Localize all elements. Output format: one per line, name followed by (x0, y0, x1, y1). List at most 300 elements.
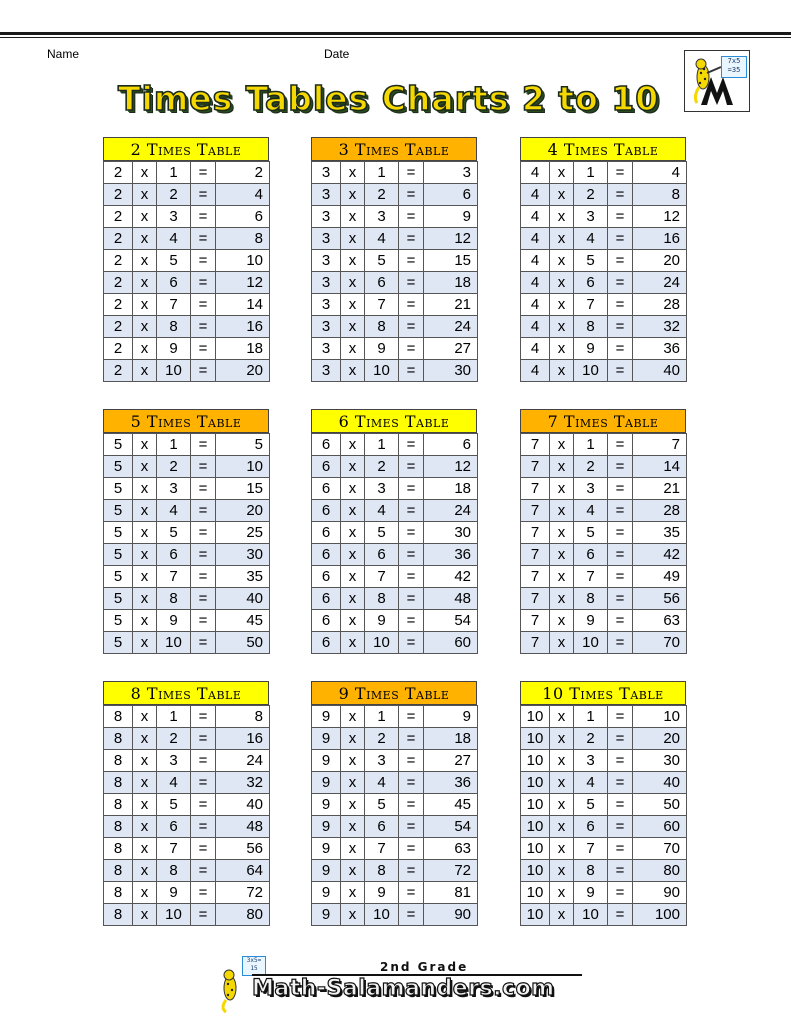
table-row (521, 816, 687, 838)
table-row (521, 904, 687, 926)
table-row (104, 316, 270, 338)
table-row (521, 500, 687, 522)
multiplicand-cell: 6 (312, 434, 341, 456)
equals-symbol-cell: = (399, 294, 424, 316)
times-symbol-cell: x (133, 860, 157, 882)
equals-symbol-cell: = (191, 728, 216, 750)
multiplier-cell: 9 (157, 882, 191, 904)
multiplier-cell: 10 (365, 904, 399, 926)
multiplicand-cell: 10 (521, 838, 550, 860)
table-row (312, 794, 478, 816)
multiplicand-cell: 4 (521, 338, 550, 360)
product-cell: 8 (633, 184, 687, 206)
table-row (312, 316, 478, 338)
times-table-card (103, 409, 269, 654)
product-cell: 15 (216, 478, 270, 500)
product-cell: 25 (216, 522, 270, 544)
chalkboard-icon: 7x5 =35 (721, 56, 747, 78)
equals-symbol-cell: = (608, 294, 633, 316)
equals-symbol-cell: = (608, 904, 633, 926)
equals-symbol-cell: = (608, 860, 633, 882)
times-symbol-cell: x (341, 500, 365, 522)
multiplicand-cell: 6 (312, 610, 341, 632)
times-symbol-cell: x (133, 544, 157, 566)
product-cell: 7 (633, 434, 687, 456)
multiplicand-cell: 4 (521, 184, 550, 206)
equals-symbol-cell: = (399, 544, 424, 566)
multiplier-cell: 2 (157, 456, 191, 478)
product-cell: 64 (216, 860, 270, 882)
times-symbol-cell: x (341, 838, 365, 860)
equals-symbol-cell: = (399, 772, 424, 794)
multiplicand-cell: 5 (104, 610, 133, 632)
table-row (521, 522, 687, 544)
multiplicand-cell: 8 (104, 904, 133, 926)
site-footer (212, 956, 582, 1016)
chalkboard-icon: 3x5= 15 (242, 956, 266, 976)
equals-symbol-cell: = (191, 184, 216, 206)
multiplier-cell: 7 (574, 566, 608, 588)
table-row (104, 500, 270, 522)
equals-symbol-cell: = (608, 544, 633, 566)
multiplicand-cell: 9 (312, 728, 341, 750)
multiplicand-cell: 9 (312, 904, 341, 926)
table-header: 10 Times Table (520, 681, 686, 705)
multiplicand-cell: 9 (312, 706, 341, 728)
table-header: 4 Times Table (520, 137, 686, 161)
equals-symbol-cell: = (608, 588, 633, 610)
times-symbol-cell: x (550, 434, 574, 456)
equals-symbol-cell: = (191, 860, 216, 882)
table-row (521, 750, 687, 772)
multiplicand-cell: 5 (104, 500, 133, 522)
multiplier-cell: 7 (365, 294, 399, 316)
table-row (312, 522, 478, 544)
product-cell: 27 (424, 338, 478, 360)
times-symbol-cell: x (133, 794, 157, 816)
multiplicand-cell: 3 (312, 162, 341, 184)
table-row (312, 904, 478, 926)
multiplicand-cell: 10 (521, 904, 550, 926)
product-cell: 5 (216, 434, 270, 456)
times-symbol-cell: x (341, 316, 365, 338)
equals-symbol-cell: = (608, 522, 633, 544)
table-row (521, 632, 687, 654)
multiplier-cell: 4 (157, 228, 191, 250)
product-cell: 12 (216, 272, 270, 294)
product-cell: 9 (424, 706, 478, 728)
table-row (104, 566, 270, 588)
multiplier-cell: 10 (574, 632, 608, 654)
multiplicand-cell: 5 (104, 456, 133, 478)
multiplier-cell: 3 (157, 750, 191, 772)
multiplier-cell: 9 (365, 882, 399, 904)
times-symbol-cell: x (133, 250, 157, 272)
multiplier-cell: 5 (574, 794, 608, 816)
multiplier-cell: 1 (365, 162, 399, 184)
times-symbol-cell: x (550, 588, 574, 610)
multiplicand-cell: 7 (521, 632, 550, 654)
times-symbol-cell: x (550, 750, 574, 772)
multiplicand-cell: 6 (312, 632, 341, 654)
product-cell: 12 (424, 228, 478, 250)
product-cell: 20 (633, 250, 687, 272)
multiplier-cell: 1 (157, 434, 191, 456)
table-row (104, 184, 270, 206)
multiplicand-cell: 3 (312, 250, 341, 272)
table-row (312, 294, 478, 316)
times-symbol-cell: x (341, 478, 365, 500)
multiplicand-cell: 10 (521, 772, 550, 794)
product-cell: 15 (424, 250, 478, 272)
multiplicand-cell: 7 (521, 522, 550, 544)
table-row (521, 566, 687, 588)
multiplier-cell: 5 (157, 522, 191, 544)
multiplier-cell: 5 (574, 522, 608, 544)
times-symbol-cell: x (341, 294, 365, 316)
product-cell: 35 (216, 566, 270, 588)
table-row (104, 228, 270, 250)
multiplicand-cell: 3 (312, 272, 341, 294)
product-cell: 12 (633, 206, 687, 228)
multiplier-cell: 8 (574, 316, 608, 338)
equals-symbol-cell: = (608, 360, 633, 382)
table-row (521, 706, 687, 728)
multiplicand-cell: 4 (521, 294, 550, 316)
table-row (312, 750, 478, 772)
multiplicand-cell: 2 (104, 206, 133, 228)
table-row (312, 500, 478, 522)
product-cell: 10 (633, 706, 687, 728)
table-row (521, 206, 687, 228)
equals-symbol-cell: = (399, 588, 424, 610)
table-row (312, 478, 478, 500)
multiplier-cell: 7 (365, 566, 399, 588)
multiplier-cell: 4 (365, 500, 399, 522)
times-symbol-cell: x (341, 184, 365, 206)
product-cell: 40 (633, 772, 687, 794)
multiplicand-cell: 2 (104, 162, 133, 184)
times-symbol-cell: x (133, 610, 157, 632)
multiplier-cell: 2 (574, 456, 608, 478)
equals-symbol-cell: = (608, 338, 633, 360)
times-symbol-cell: x (341, 728, 365, 750)
equals-symbol-cell: = (608, 772, 633, 794)
times-symbol-cell: x (550, 184, 574, 206)
table-row (312, 456, 478, 478)
times-symbol-cell: x (341, 544, 365, 566)
multiplier-cell: 9 (574, 610, 608, 632)
multiplicand-cell: 9 (312, 772, 341, 794)
times-symbol-cell: x (550, 904, 574, 926)
multiplicand-cell: 7 (521, 588, 550, 610)
table-row (312, 588, 478, 610)
multiplier-cell: 3 (574, 206, 608, 228)
multiplier-cell: 4 (157, 772, 191, 794)
equals-symbol-cell: = (608, 882, 633, 904)
times-symbol-cell: x (550, 544, 574, 566)
multiplier-cell: 10 (157, 360, 191, 382)
equals-symbol-cell: = (399, 434, 424, 456)
equals-symbol-cell: = (191, 522, 216, 544)
times-table (103, 433, 270, 654)
multiplicand-cell: 2 (104, 272, 133, 294)
table-row (521, 228, 687, 250)
product-cell: 27 (424, 750, 478, 772)
table-row (312, 566, 478, 588)
multiplier-cell: 6 (365, 272, 399, 294)
multiplicand-cell: 7 (521, 434, 550, 456)
times-symbol-cell: x (133, 272, 157, 294)
multiplier-cell: 7 (574, 294, 608, 316)
multiplicand-cell: 8 (104, 794, 133, 816)
multiplier-cell: 8 (574, 588, 608, 610)
table-row (104, 338, 270, 360)
product-cell: 18 (424, 478, 478, 500)
times-symbol-cell: x (133, 228, 157, 250)
table-row (104, 632, 270, 654)
multiplicand-cell: 4 (521, 360, 550, 382)
times-symbol-cell: x (133, 838, 157, 860)
times-symbol-cell: x (133, 434, 157, 456)
multiplicand-cell: 5 (104, 478, 133, 500)
equals-symbol-cell: = (191, 250, 216, 272)
equals-symbol-cell: = (191, 272, 216, 294)
times-table (520, 705, 687, 926)
product-cell: 4 (216, 184, 270, 206)
equals-symbol-cell: = (608, 250, 633, 272)
product-cell: 30 (216, 544, 270, 566)
multiplier-cell: 6 (157, 544, 191, 566)
table-row (104, 816, 270, 838)
table-row (521, 294, 687, 316)
equals-symbol-cell: = (191, 838, 216, 860)
times-symbol-cell: x (550, 838, 574, 860)
table-row (312, 250, 478, 272)
table-row (104, 294, 270, 316)
equals-symbol-cell: = (191, 162, 216, 184)
multiplier-cell: 5 (365, 794, 399, 816)
multiplicand-cell: 9 (312, 816, 341, 838)
table-row (104, 360, 270, 382)
multiplier-cell: 7 (157, 566, 191, 588)
multiplicand-cell: 4 (521, 250, 550, 272)
equals-symbol-cell: = (608, 794, 633, 816)
multiplier-cell: 6 (574, 272, 608, 294)
multiplicand-cell: 7 (521, 456, 550, 478)
multiplier-cell: 9 (157, 610, 191, 632)
times-symbol-cell: x (550, 610, 574, 632)
product-cell: 36 (424, 544, 478, 566)
times-symbol-cell: x (341, 860, 365, 882)
equals-symbol-cell: = (399, 632, 424, 654)
times-symbol-cell: x (550, 360, 574, 382)
multiplier-cell: 2 (365, 456, 399, 478)
product-cell: 18 (424, 728, 478, 750)
product-cell: 72 (216, 882, 270, 904)
multiplicand-cell: 9 (312, 750, 341, 772)
times-symbol-cell: x (341, 750, 365, 772)
multiplier-cell: 3 (574, 478, 608, 500)
equals-symbol-cell: = (191, 544, 216, 566)
top-rule-thin (0, 37, 791, 38)
multiplier-cell: 9 (365, 338, 399, 360)
multiplicand-cell: 6 (312, 478, 341, 500)
equals-symbol-cell: = (191, 456, 216, 478)
times-symbol-cell: x (550, 772, 574, 794)
product-cell: 24 (633, 272, 687, 294)
table-row (104, 250, 270, 272)
table-header: 8 Times Table (103, 681, 269, 705)
product-cell: 18 (216, 338, 270, 360)
product-cell: 14 (633, 456, 687, 478)
times-symbol-cell: x (133, 816, 157, 838)
times-symbol-cell: x (341, 588, 365, 610)
multiplier-cell: 6 (157, 816, 191, 838)
table-row (104, 522, 270, 544)
multiplicand-cell: 4 (521, 162, 550, 184)
multiplicand-cell: 3 (312, 228, 341, 250)
equals-symbol-cell: = (399, 500, 424, 522)
times-symbol-cell: x (341, 772, 365, 794)
product-cell: 90 (633, 882, 687, 904)
multiplier-cell: 6 (574, 544, 608, 566)
equals-symbol-cell: = (399, 566, 424, 588)
equals-symbol-cell: = (608, 162, 633, 184)
times-symbol-cell: x (133, 162, 157, 184)
equals-symbol-cell: = (608, 500, 633, 522)
table-row (312, 882, 478, 904)
multiplier-cell: 2 (157, 728, 191, 750)
times-symbol-cell: x (550, 728, 574, 750)
times-table (311, 433, 478, 654)
table-row (312, 162, 478, 184)
multiplicand-cell: 2 (104, 338, 133, 360)
product-cell: 8 (216, 228, 270, 250)
times-symbol-cell: x (341, 794, 365, 816)
multiplier-cell: 3 (365, 750, 399, 772)
times-symbol-cell: x (133, 706, 157, 728)
multiplier-cell: 4 (157, 500, 191, 522)
times-symbol-cell: x (133, 456, 157, 478)
multiplier-cell: 1 (365, 434, 399, 456)
multiplicand-cell: 10 (521, 728, 550, 750)
product-cell: 24 (216, 750, 270, 772)
multiplier-cell: 10 (365, 632, 399, 654)
date-field-label: Date (324, 47, 350, 61)
equals-symbol-cell: = (399, 206, 424, 228)
table-row (521, 338, 687, 360)
product-cell: 30 (424, 360, 478, 382)
equals-symbol-cell: = (399, 706, 424, 728)
times-symbol-cell: x (550, 882, 574, 904)
times-symbol-cell: x (341, 228, 365, 250)
multiplicand-cell: 2 (104, 228, 133, 250)
times-symbol-cell: x (341, 610, 365, 632)
multiplicand-cell: 10 (521, 794, 550, 816)
table-row (521, 772, 687, 794)
equals-symbol-cell: = (399, 750, 424, 772)
multiplier-cell: 5 (574, 250, 608, 272)
multiplicand-cell: 2 (104, 360, 133, 382)
multiplicand-cell: 10 (521, 706, 550, 728)
times-symbol-cell: x (133, 750, 157, 772)
multiplicand-cell: 6 (312, 588, 341, 610)
equals-symbol-cell: = (191, 316, 216, 338)
times-table (311, 161, 478, 382)
product-cell: 40 (216, 588, 270, 610)
multiplier-cell: 1 (574, 706, 608, 728)
multiplicand-cell: 6 (312, 566, 341, 588)
times-symbol-cell: x (133, 522, 157, 544)
multiplier-cell: 4 (365, 228, 399, 250)
table-row (521, 882, 687, 904)
multiplier-cell: 2 (574, 728, 608, 750)
table-row (312, 728, 478, 750)
equals-symbol-cell: = (191, 772, 216, 794)
times-symbol-cell: x (133, 566, 157, 588)
product-cell: 24 (424, 500, 478, 522)
multiplier-cell: 10 (365, 360, 399, 382)
equals-symbol-cell: = (399, 184, 424, 206)
product-cell: 42 (633, 544, 687, 566)
times-symbol-cell: x (133, 478, 157, 500)
equals-symbol-cell: = (608, 434, 633, 456)
product-cell: 20 (216, 500, 270, 522)
salamander-logo (684, 50, 750, 112)
equals-symbol-cell: = (608, 566, 633, 588)
multiplier-cell: 5 (157, 250, 191, 272)
multiplier-cell: 6 (574, 816, 608, 838)
times-symbol-cell: x (341, 250, 365, 272)
times-symbol-cell: x (550, 228, 574, 250)
product-cell: 28 (633, 294, 687, 316)
multiplier-cell: 1 (574, 162, 608, 184)
multiplier-cell: 10 (574, 360, 608, 382)
table-row (521, 544, 687, 566)
table-row (104, 544, 270, 566)
multiplier-cell: 5 (157, 794, 191, 816)
times-symbol-cell: x (133, 728, 157, 750)
multiplier-cell: 3 (157, 478, 191, 500)
equals-symbol-cell: = (608, 206, 633, 228)
table-row (312, 206, 478, 228)
table-row (104, 478, 270, 500)
multiplier-cell: 9 (157, 338, 191, 360)
times-symbol-cell: x (133, 588, 157, 610)
multiplier-cell: 8 (157, 860, 191, 882)
multiplier-cell: 6 (157, 272, 191, 294)
times-symbol-cell: x (550, 294, 574, 316)
multiplicand-cell: 2 (104, 294, 133, 316)
table-row (521, 860, 687, 882)
equals-symbol-cell: = (191, 706, 216, 728)
grade-label: 2nd Grade (380, 960, 469, 974)
product-cell: 16 (216, 316, 270, 338)
equals-symbol-cell: = (191, 338, 216, 360)
equals-symbol-cell: = (399, 838, 424, 860)
product-cell: 16 (633, 228, 687, 250)
times-table-card (520, 681, 686, 926)
product-cell: 72 (424, 860, 478, 882)
product-cell: 32 (216, 772, 270, 794)
product-cell: 10 (216, 456, 270, 478)
multiplier-cell: 8 (157, 316, 191, 338)
multiplier-cell: 6 (365, 816, 399, 838)
equals-symbol-cell: = (399, 316, 424, 338)
multiplier-cell: 7 (574, 838, 608, 860)
times-symbol-cell: x (341, 566, 365, 588)
